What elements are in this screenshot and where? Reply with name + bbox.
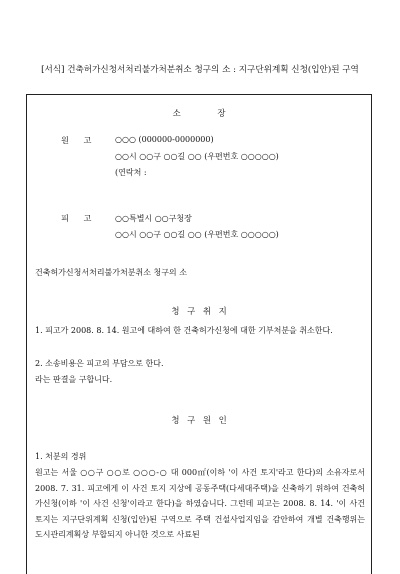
cause-section-text: 원고는 서울 ○○구 ○○로 ○○○-○ 대 000㎡(이하 '이 사건 토지'라고 한다)의 소유자로서 2008. 7. 31. 피고에게 이 사건 토지 지상에 공동주택(다세대주택)을 신축하기 위하여 건축허가신청(이하 '이 사건 신청'이라고 한다)을 하였습니다. 그런데 피고는 2008. 8. 14. '이 사건 토지는 지구단위계획 신청(입안)된 구역으로 주택 건설사업지임을 감안하여 개별 건축행위는 도시관리계획상 부합되지 아니한 것으로 사료된 bbox=[35, 468, 365, 539]
claim-item-2: 2. 소송비용은 피고의 부담으로 한다. bbox=[35, 359, 164, 368]
claim-heading: 청 구 취 지 bbox=[171, 306, 227, 316]
complaint-document bbox=[26, 94, 372, 574]
page-title: [서식] 건축허가신청서처리불가처분취소 청구의 소 : 지구단위계획 신청(입안)된 구역 bbox=[41, 65, 359, 75]
cause-section-title: 1. 처분의 경위 bbox=[35, 452, 87, 461]
document-heading: 소 장 bbox=[172, 108, 226, 118]
plaintiff-label: 원 고 bbox=[61, 135, 92, 145]
claim-item-1: 1. 피고가 2008. 8. 14. 원고에 대하여 한 건축허가신청에 대한 기부처분을 취소한다. bbox=[35, 326, 333, 335]
defendant-label: 피 고 bbox=[61, 213, 92, 223]
defendant-name: ○○특별시 ○○구청장 bbox=[115, 214, 192, 223]
plaintiff-contact: (연락처 : bbox=[115, 168, 147, 177]
case-title: 건축허가신청서처리불가처분취소 청구의 소 bbox=[35, 268, 187, 277]
defendant-address: ○○시 ○○구 ○○길 ○○ (우편번호 ○○○○○) bbox=[115, 230, 279, 239]
cause-heading: 청 구 원 인 bbox=[171, 415, 227, 425]
plaintiff-address: ○○시 ○○구 ○○길 ○○ (우편번호 ○○○○○) bbox=[115, 152, 279, 161]
claim-closing: 라는 판결을 구합니다. bbox=[35, 375, 113, 384]
plaintiff-name: ○○○ (000000-0000000) bbox=[115, 135, 214, 144]
